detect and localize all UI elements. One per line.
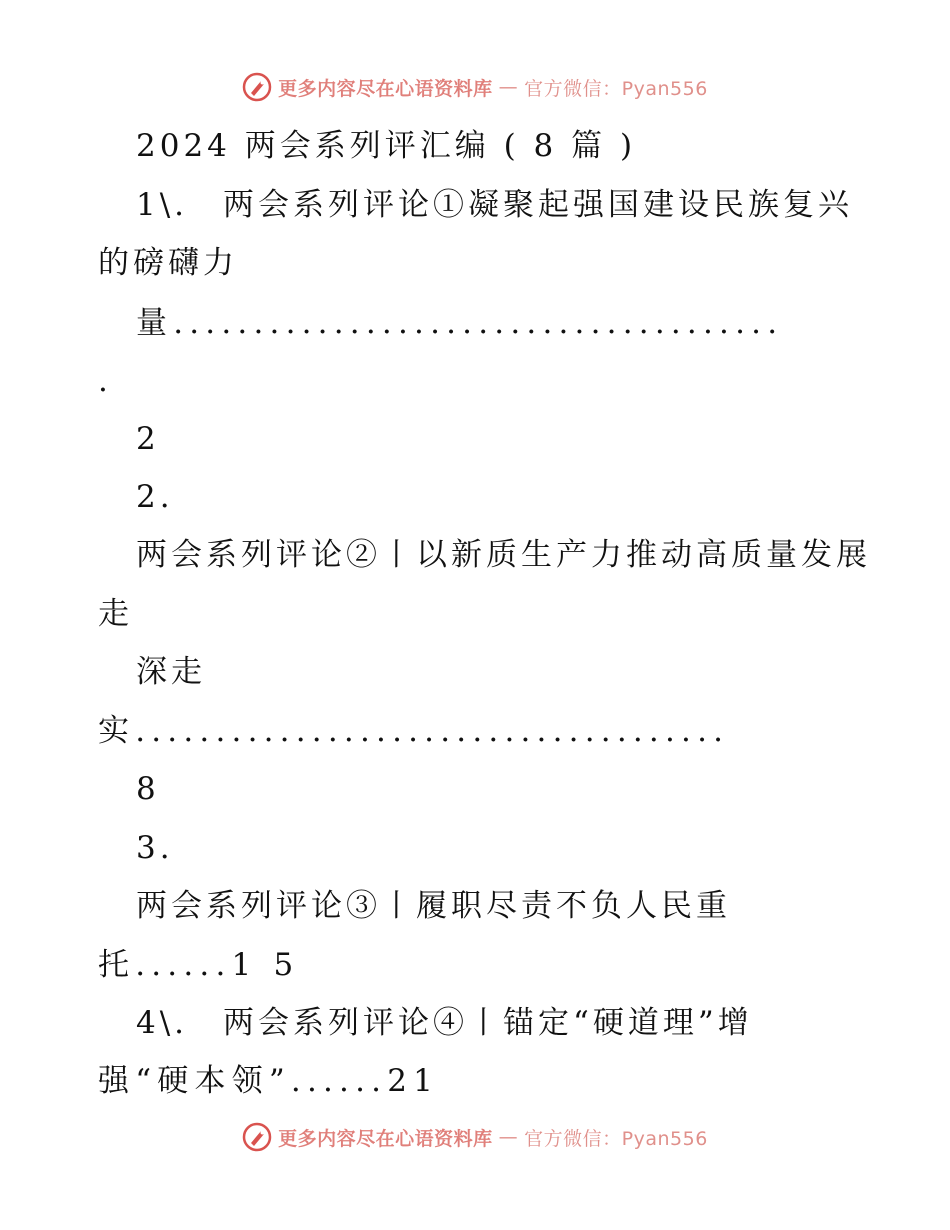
- watermark-footer: [0, 1122, 950, 1152]
- watermark-sub-text: 官方微信：Pyan556: [524, 77, 708, 100]
- toc-entry-3-line-1: 两会系列评论③丨履职尽责不负人民重: [136, 888, 731, 924]
- toc-entry-1-page: 2: [136, 421, 160, 457]
- toc-entry-1-line-1: 1\. 两会系列评论①凝聚起强国建设民族复兴: [136, 187, 854, 223]
- document-title: 2024 两会系列评汇编 ( 8 篇 ): [136, 128, 637, 164]
- toc-entry-1-leader: 量......................................: [136, 305, 784, 341]
- pen-seal-icon: [242, 1122, 272, 1152]
- toc-entry-2-line-1: 两会系列评论②丨以新质生产力推动高质量发展: [136, 537, 871, 573]
- watermark-main-text: 更多内容尽在心语资料库: [278, 1127, 493, 1150]
- watermark-dash: —: [498, 76, 519, 98]
- toc-entry-2-line-2: 走: [98, 596, 133, 632]
- watermark-main-text: 更多内容尽在心语资料库: [278, 77, 493, 100]
- toc-entry-2-page: 8: [136, 771, 160, 807]
- toc-entry-3-leader: 托......1 5: [98, 947, 300, 983]
- watermark-sub-text: 官方微信：Pyan556: [524, 1127, 708, 1150]
- toc-entry-4-line-1: 4\. 两会系列评论④丨锚定“硬道理”增: [136, 1005, 753, 1041]
- toc-entry-3-number: 3.: [136, 830, 174, 866]
- toc-entry-2-leader: 实.....................................: [98, 713, 730, 749]
- toc-entry-2-line-3: 深走: [136, 654, 206, 690]
- toc-entry-2-number: 2.: [136, 479, 174, 515]
- watermark-dash: —: [498, 1126, 519, 1148]
- toc-entry-1-leader-end: .: [98, 363, 112, 399]
- pen-seal-icon: [242, 72, 272, 102]
- watermark-header: [0, 72, 950, 102]
- toc-entry-1-line-2: 的磅礴力: [98, 245, 238, 281]
- toc-entry-4-leader: 强“硬本领”......21: [98, 1063, 440, 1099]
